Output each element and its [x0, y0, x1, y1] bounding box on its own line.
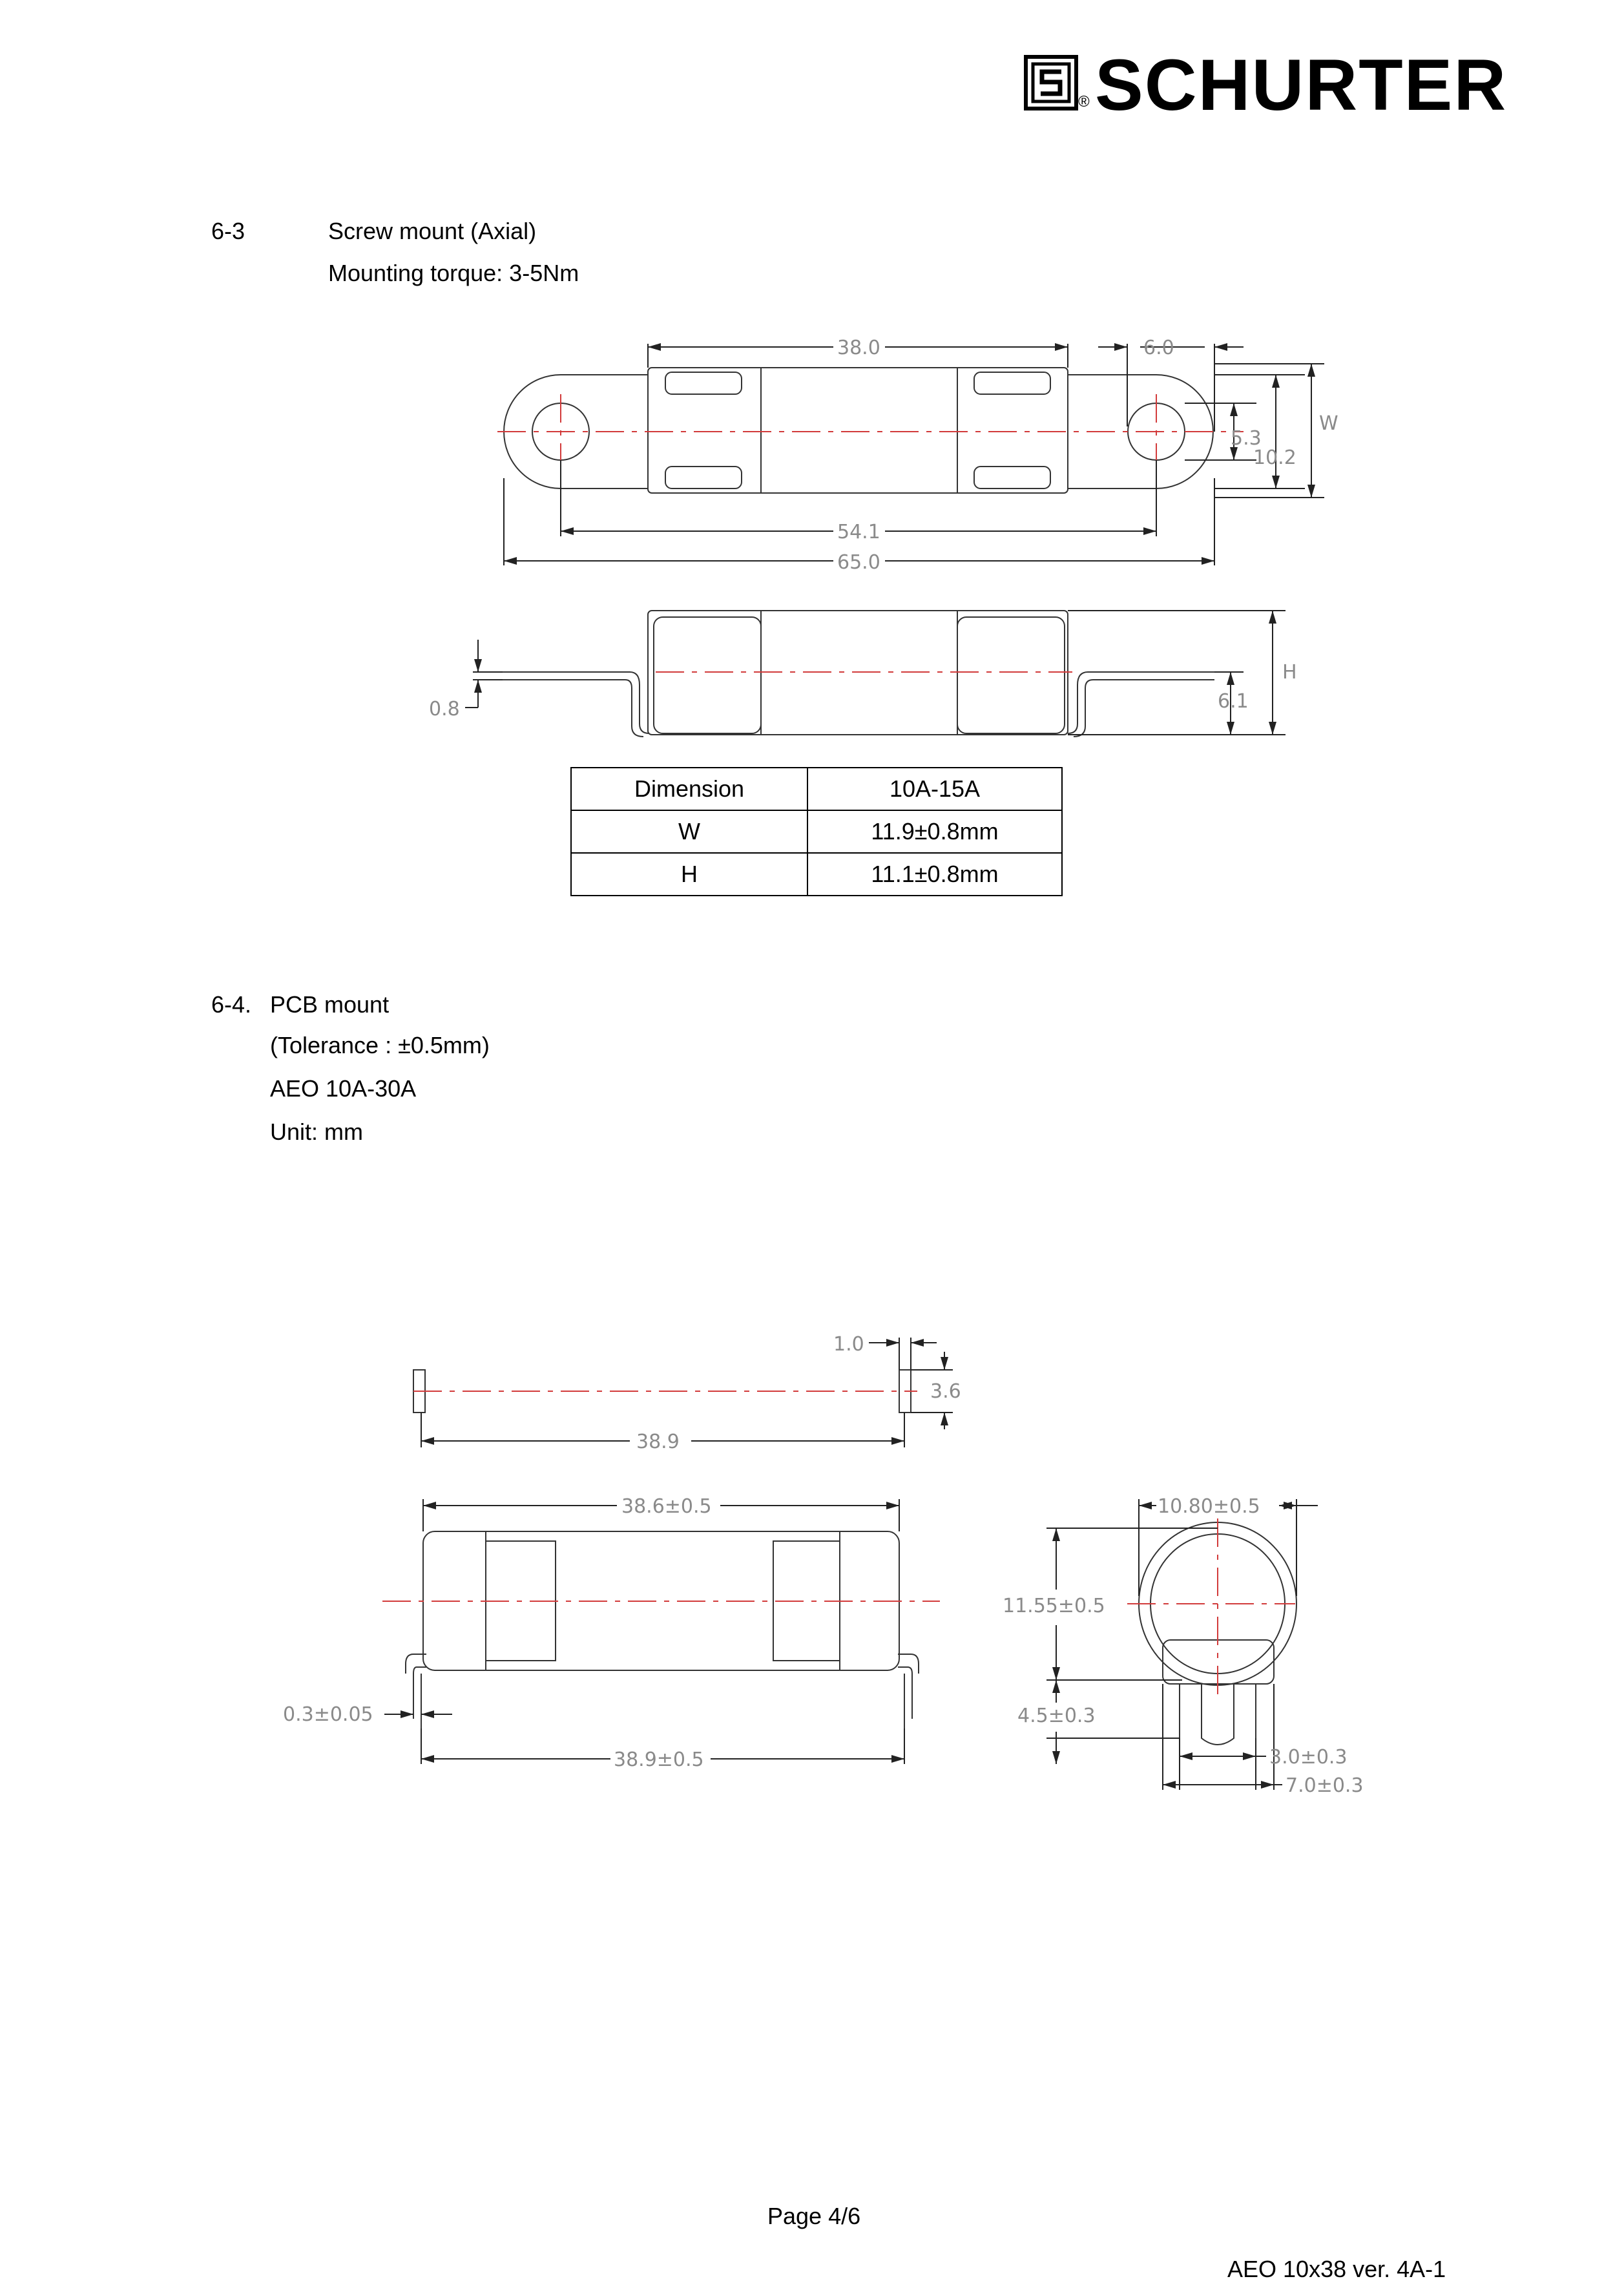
dim-54-1: 54.1: [837, 521, 880, 543]
table-header-cell: Dimension: [571, 768, 807, 810]
screw-mount-top-view: [504, 368, 1213, 493]
table-cell: W: [571, 810, 807, 853]
dimension-table: [570, 767, 1063, 896]
table-header-row: [571, 768, 1062, 810]
table-cell: 11.9±0.8mm: [807, 810, 1062, 853]
pcb-front-view: [406, 1531, 919, 1728]
section-63-torque: Mounting torque: 3-5Nm: [328, 260, 579, 286]
table-cell: 11.1±0.8mm: [807, 853, 1062, 896]
document-version: AEO 10x38 ver. 4A-1: [1227, 2256, 1446, 2282]
dim-11-55: 11.55±0.5: [1003, 1595, 1105, 1617]
section-64-title: PCB mount: [270, 991, 390, 1018]
section-64-unit: Unit: mm: [270, 1119, 363, 1145]
dim-1-0: 1.0: [833, 1333, 864, 1356]
section-63-number: 6-3: [211, 218, 245, 244]
dim-38-0: 38.0: [837, 337, 880, 359]
dim-0-8: 0.8: [429, 698, 460, 720]
table-header-cell: 10A-15A: [807, 768, 1062, 810]
dim-7-0: 7.0±0.3: [1286, 1774, 1364, 1797]
dim-38-9: 38.9: [636, 1431, 680, 1453]
table-row: [571, 853, 1062, 896]
dim-10-80: 10.80±0.5: [1158, 1495, 1260, 1518]
dim-5-3: 5.3: [1231, 427, 1262, 450]
page-number: Page 4/6: [767, 2203, 861, 2229]
table-cell: H: [571, 853, 807, 896]
dim-10-2: 10.2: [1253, 446, 1296, 469]
screw-mount-side-view: [503, 611, 1214, 737]
dim-w: W: [1319, 412, 1338, 435]
section-63-title: Screw mount (Axial): [328, 218, 537, 244]
dim-3-0: 3.0±0.3: [1269, 1746, 1348, 1769]
section-64-tolerance: (Tolerance : ±0.5mm): [270, 1032, 490, 1058]
dim-6-0: 6.0: [1143, 337, 1174, 359]
dim-38-9-tol: 38.9±0.5: [614, 1749, 704, 1771]
dim-65-0: 65.0: [837, 551, 880, 574]
dim-3-6: 3.6: [930, 1380, 961, 1403]
dim-6-1: 6.1: [1218, 690, 1249, 713]
dim-4-5: 4.5±0.3: [1017, 1705, 1096, 1727]
section-64-number: 6-4.: [211, 991, 252, 1018]
dim-0-3: 0.3±0.05: [283, 1703, 373, 1726]
section-64-model: AEO 10A-30A: [270, 1075, 417, 1102]
dim-38-6: 38.6±0.5: [621, 1495, 712, 1518]
dim-h: H: [1282, 661, 1297, 684]
brand-name: SCHURTER: [1095, 45, 1508, 125]
table-row: [571, 810, 1062, 853]
registered-mark: ®: [1078, 93, 1090, 110]
